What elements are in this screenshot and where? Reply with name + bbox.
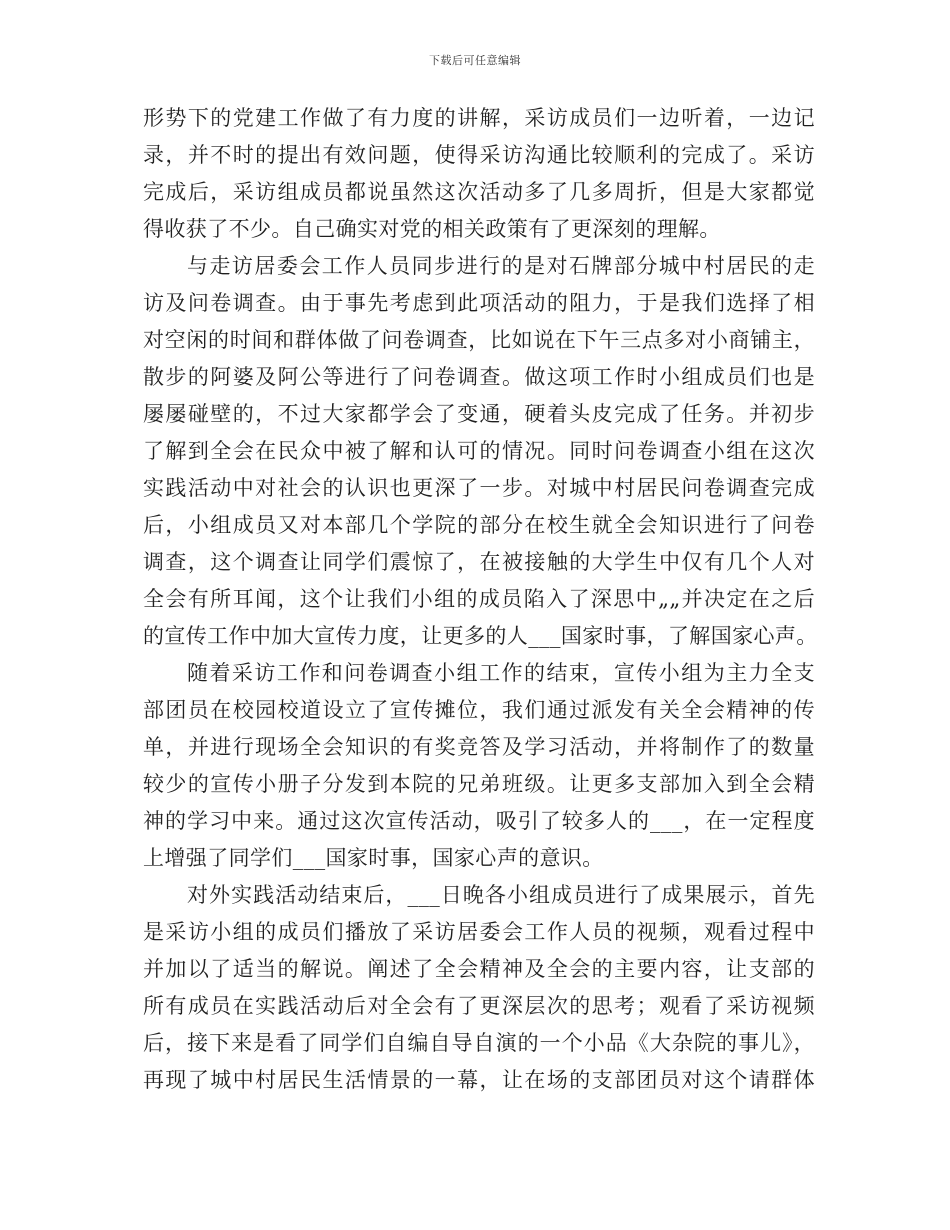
text-line: 访及问卷调查。由于事先考虑到此项活动的阻力，于是我们选择了相 <box>143 291 815 315</box>
text-line: 后，小组成员又对本部几个学院的部分在校生就全会知识进行了问卷 <box>143 513 815 537</box>
text-line: 后，接下来是看了同学们自编自导自演的一个小品《大杂院的事儿》， <box>143 1031 815 1055</box>
text-line: 单，并进行现场全会知识的有奖竞答及学习活动，并将制作了的数量 <box>143 735 815 759</box>
text-line: 屡屡碰壁的，不过大家都学会了变通，硬着头皮完成了任务。并初步 <box>143 402 815 426</box>
paragraph <box>143 100 815 248</box>
paragraph <box>143 248 818 655</box>
text-line: 散步的阿婆及阿公等进行了问卷调查。做这项工作时小组成员们也是 <box>143 365 815 389</box>
text-line: 录，并不时的提出有效问题，使得采访沟通比较顺利的完成了。采访 <box>143 143 815 167</box>
text-line: 是采访小组的成员们播放了采访居委会工作人员的视频，观看过程中 <box>143 920 815 944</box>
text-line: 所有成员在实践活动后对全会有了更深层次的思考；观看了采访视频 <box>143 994 815 1018</box>
text-line: 再现了城中村居民生活情景的一幕，让在场的支部团员对这个请群体 <box>143 1068 815 1092</box>
text-line: 了解到全会在民众中被了解和认可的情况。同时问卷调查小组在这次 <box>143 439 815 463</box>
text-line: 并加以了适当的解说。阐述了全会精神及全会的主要内容，让支部的 <box>143 957 815 981</box>
text-line: 部团员在校园校道设立了宣传摊位，我们通过派发有关全会精神的传 <box>143 698 815 722</box>
text-line: 与走访居委会工作人员同步进行的是对石牌部分城中村居民的走 <box>187 254 815 278</box>
text-line: 较少的宣传小册子分发到本院的兄弟班级。让更多支部加入到全会精 <box>143 772 815 796</box>
text-line: 完成后，采访组成员都说虽然这次活动多了几多周折，但是大家都觉 <box>143 180 815 204</box>
text-line: 神的学习中来。通过这次宣传活动，吸引了较多人的___，在一定程度 <box>143 809 815 833</box>
text-line: 调查，这个调查让同学们震惊了，在被接触的大学生中仅有几个人对 <box>143 550 815 574</box>
text-line: 对外实践活动结束后，___日晚各小组成员进行了成果展示，首先 <box>187 883 815 907</box>
document-body <box>143 100 818 1099</box>
text-line: 的宣传工作中加大宣传力度，让更多的人___国家时事，了解国家心声。 <box>143 624 818 648</box>
text-line: 对空闲的时间和群体做了问卷调查，比如说在下午三点多对小商铺主， <box>143 328 815 352</box>
text-line: 随着采访工作和问卷调查小组工作的结束，宣传小组为主力全支 <box>187 661 815 685</box>
text-line: 形势下的党建工作做了有力度的讲解，采访成员们一边听着，一边记 <box>143 106 815 130</box>
paragraph <box>143 877 815 1099</box>
paragraph <box>143 655 815 877</box>
text-line: 上增强了同学们___国家时事，国家心声的意识。 <box>143 846 604 870</box>
text-line: 得收获了不少。自己确实对党的相关政策有了更深刻的理解。 <box>143 217 721 241</box>
page-header: 下载后可任意编辑 <box>429 54 521 67</box>
text-line: 全会有所耳闻，这个让我们小组的成员陷入了深思中„„并决定在之后 <box>143 587 815 611</box>
text-line: 实践活动中对社会的认识也更深了一步。对城中村居民问卷调查完成 <box>143 476 815 500</box>
